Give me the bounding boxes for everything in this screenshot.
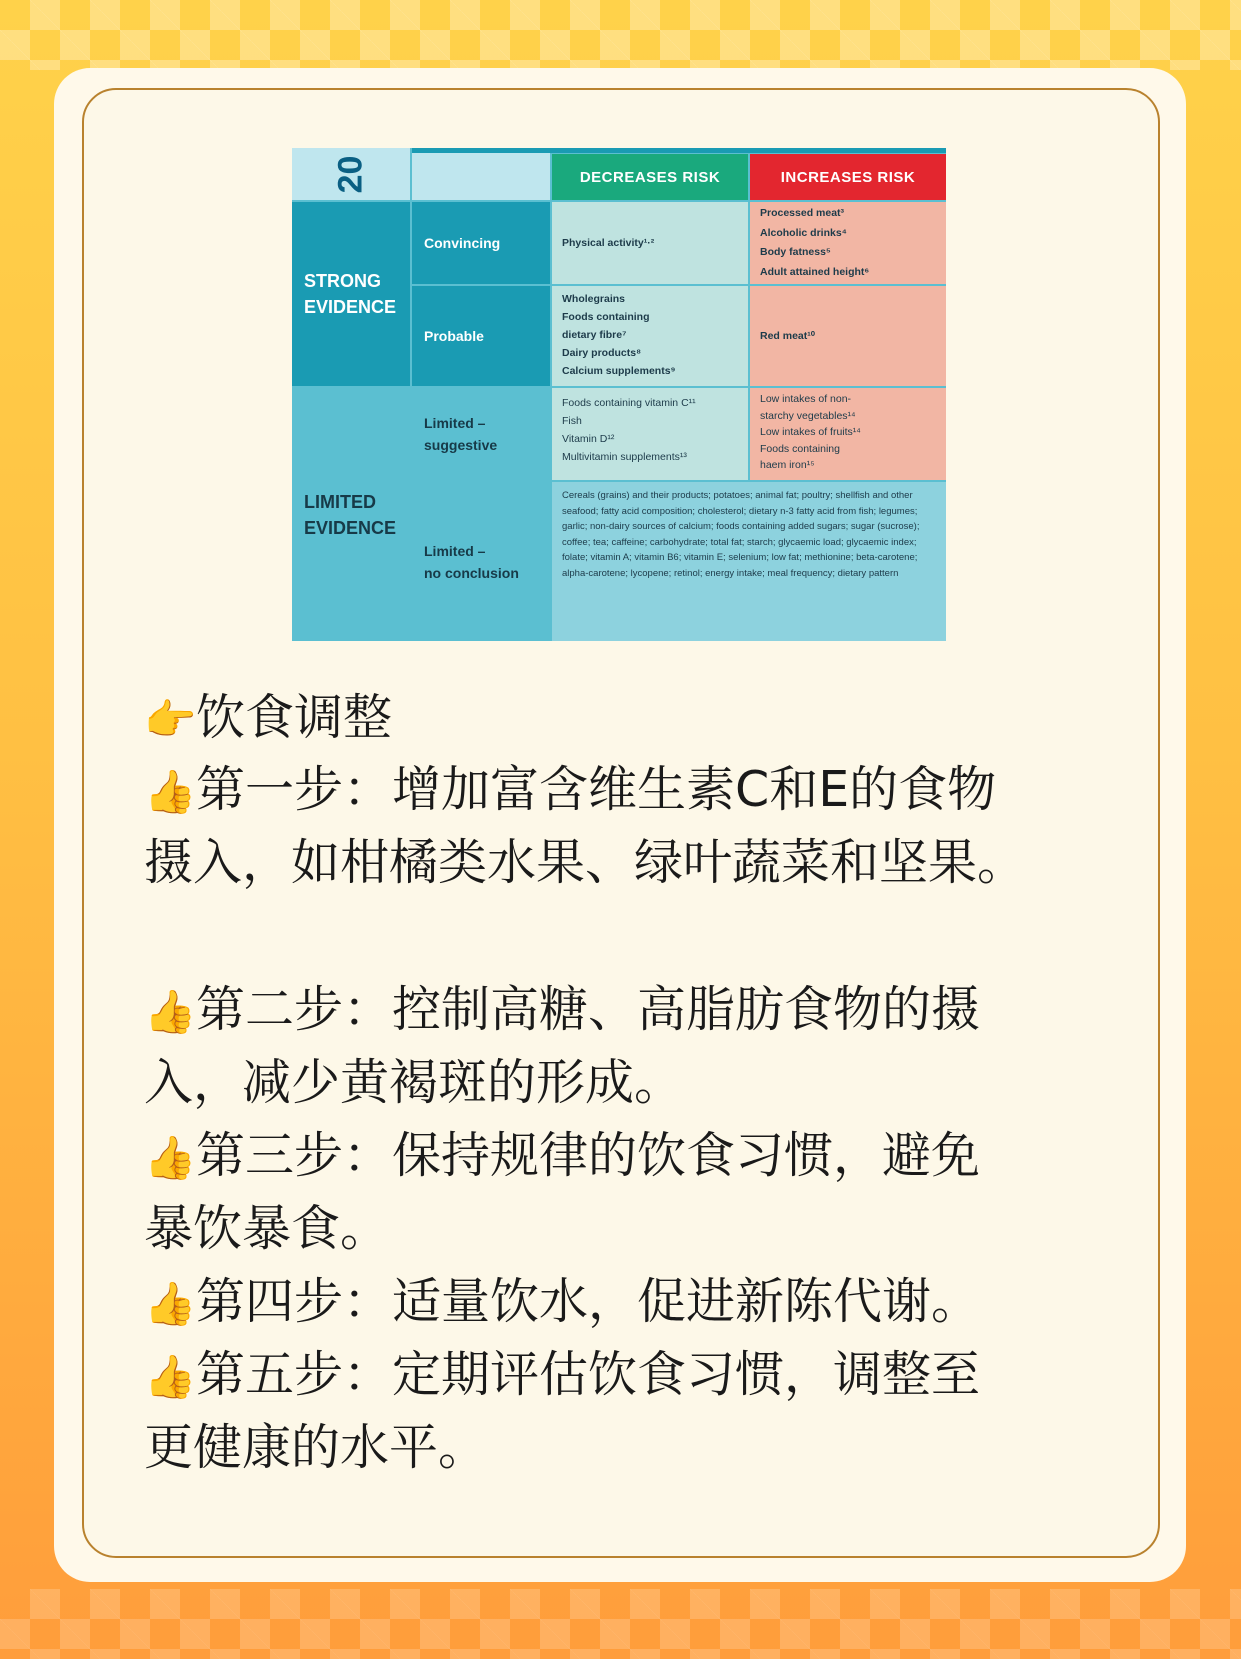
checker-pattern-bottom xyxy=(0,1589,1241,1659)
convincing-decreases-cell: Physical activity¹·² xyxy=(552,202,748,284)
step-1-line-2: 摄入，如柑橘类水果、绿叶蔬菜和坚果。 xyxy=(144,834,1027,891)
thumbs-up-icon: 👍 xyxy=(144,1352,197,1401)
convincing-label: Convincing xyxy=(412,202,550,284)
probable-label: Probable xyxy=(412,286,550,386)
no-conclusion-cell: Cereals (grains) and their products; potatoes; animal fat; poultry; shellfish and other seafood; fatty acid composition; cholesterol; dietary n-3 fatty acid from fish; legumes; garlic; non-dairy sources of calcium; foods containing added sugars; sugar (sucrose); coffee; tea; caffeine; carbohydrate; total fat; starch; glycaemic load; glycaemic index; folate; vitamin A; vitamin B6; vitamin E; selenium; low fat; methionine; beta-carotene; alpha-carotene; lycopene; retinol; energy intake; meal frequency; dietary pattern xyxy=(552,482,946,641)
step-2-line-1: 👍第二步：控制高糖、高脂肪食物的摄 xyxy=(144,980,980,1042)
step-4-line: 👍第四步：适量饮水，促进新陈代谢。 xyxy=(144,1272,980,1334)
step-3-line-1: 👍第三步：保持规律的饮食习惯，避免 xyxy=(144,1126,980,1188)
step-5-line-2: 更健康的水平。 xyxy=(144,1419,488,1476)
header-increases-risk: INCREASES RISK xyxy=(750,154,946,200)
pointing-hand-icon: 👉 xyxy=(144,695,197,744)
probable-decreases-cell: Wholegrains Foods containing dietary fibre⁷ Dairy products⁸ Calcium supplements⁹ xyxy=(552,286,748,386)
header-top-border xyxy=(412,148,946,153)
step-2-line-2: 入，减少黄褐斑的形成。 xyxy=(144,1054,684,1111)
strong-evidence-label: STRONG EVIDENCE xyxy=(292,202,410,386)
suggestive-increases-cell: Low intakes of non- starchy vegetables¹⁴ Low intakes of fruits¹⁴ Foods containing haem iron¹⁵ xyxy=(750,388,946,480)
limited-suggestive-label: Limited – suggestive xyxy=(412,388,550,480)
limited-evidence-label: LIMITED EVIDENCE xyxy=(292,388,410,641)
probable-increases-cell: Red meat¹⁰ xyxy=(750,286,946,386)
suggestive-decreases-cell: Foods containing vitamin C¹¹ Fish Vitamin D¹² Multivitamin supplements¹³ xyxy=(552,388,748,480)
year-label: 20 xyxy=(292,148,410,200)
thumbs-up-icon: 👍 xyxy=(144,987,197,1036)
section-heading: 👉饮食调整 xyxy=(144,688,392,750)
evidence-table-image xyxy=(292,148,946,641)
header-decreases-risk: DECREASES RISK xyxy=(552,154,748,200)
thumbs-up-icon: 👍 xyxy=(144,1279,197,1328)
step-3-line-2: 暴饮暴食。 xyxy=(144,1200,390,1257)
header-blank xyxy=(412,148,550,200)
limited-no-conclusion-label: Limited – no conclusion xyxy=(412,482,550,641)
convincing-increases-cell: Processed meat³ Alcoholic drinks⁴ Body fatness⁵ Adult attained height⁶ xyxy=(750,202,946,284)
step-5-line-1: 👍第五步：定期评估饮食习惯，调整至 xyxy=(144,1345,980,1407)
thumbs-up-icon: 👍 xyxy=(144,767,197,816)
step-1-line-1: 👍第一步：增加富含维生素C和E的食物 xyxy=(144,760,996,822)
checker-pattern-top xyxy=(0,0,1241,70)
thumbs-up-icon: 👍 xyxy=(144,1133,197,1182)
